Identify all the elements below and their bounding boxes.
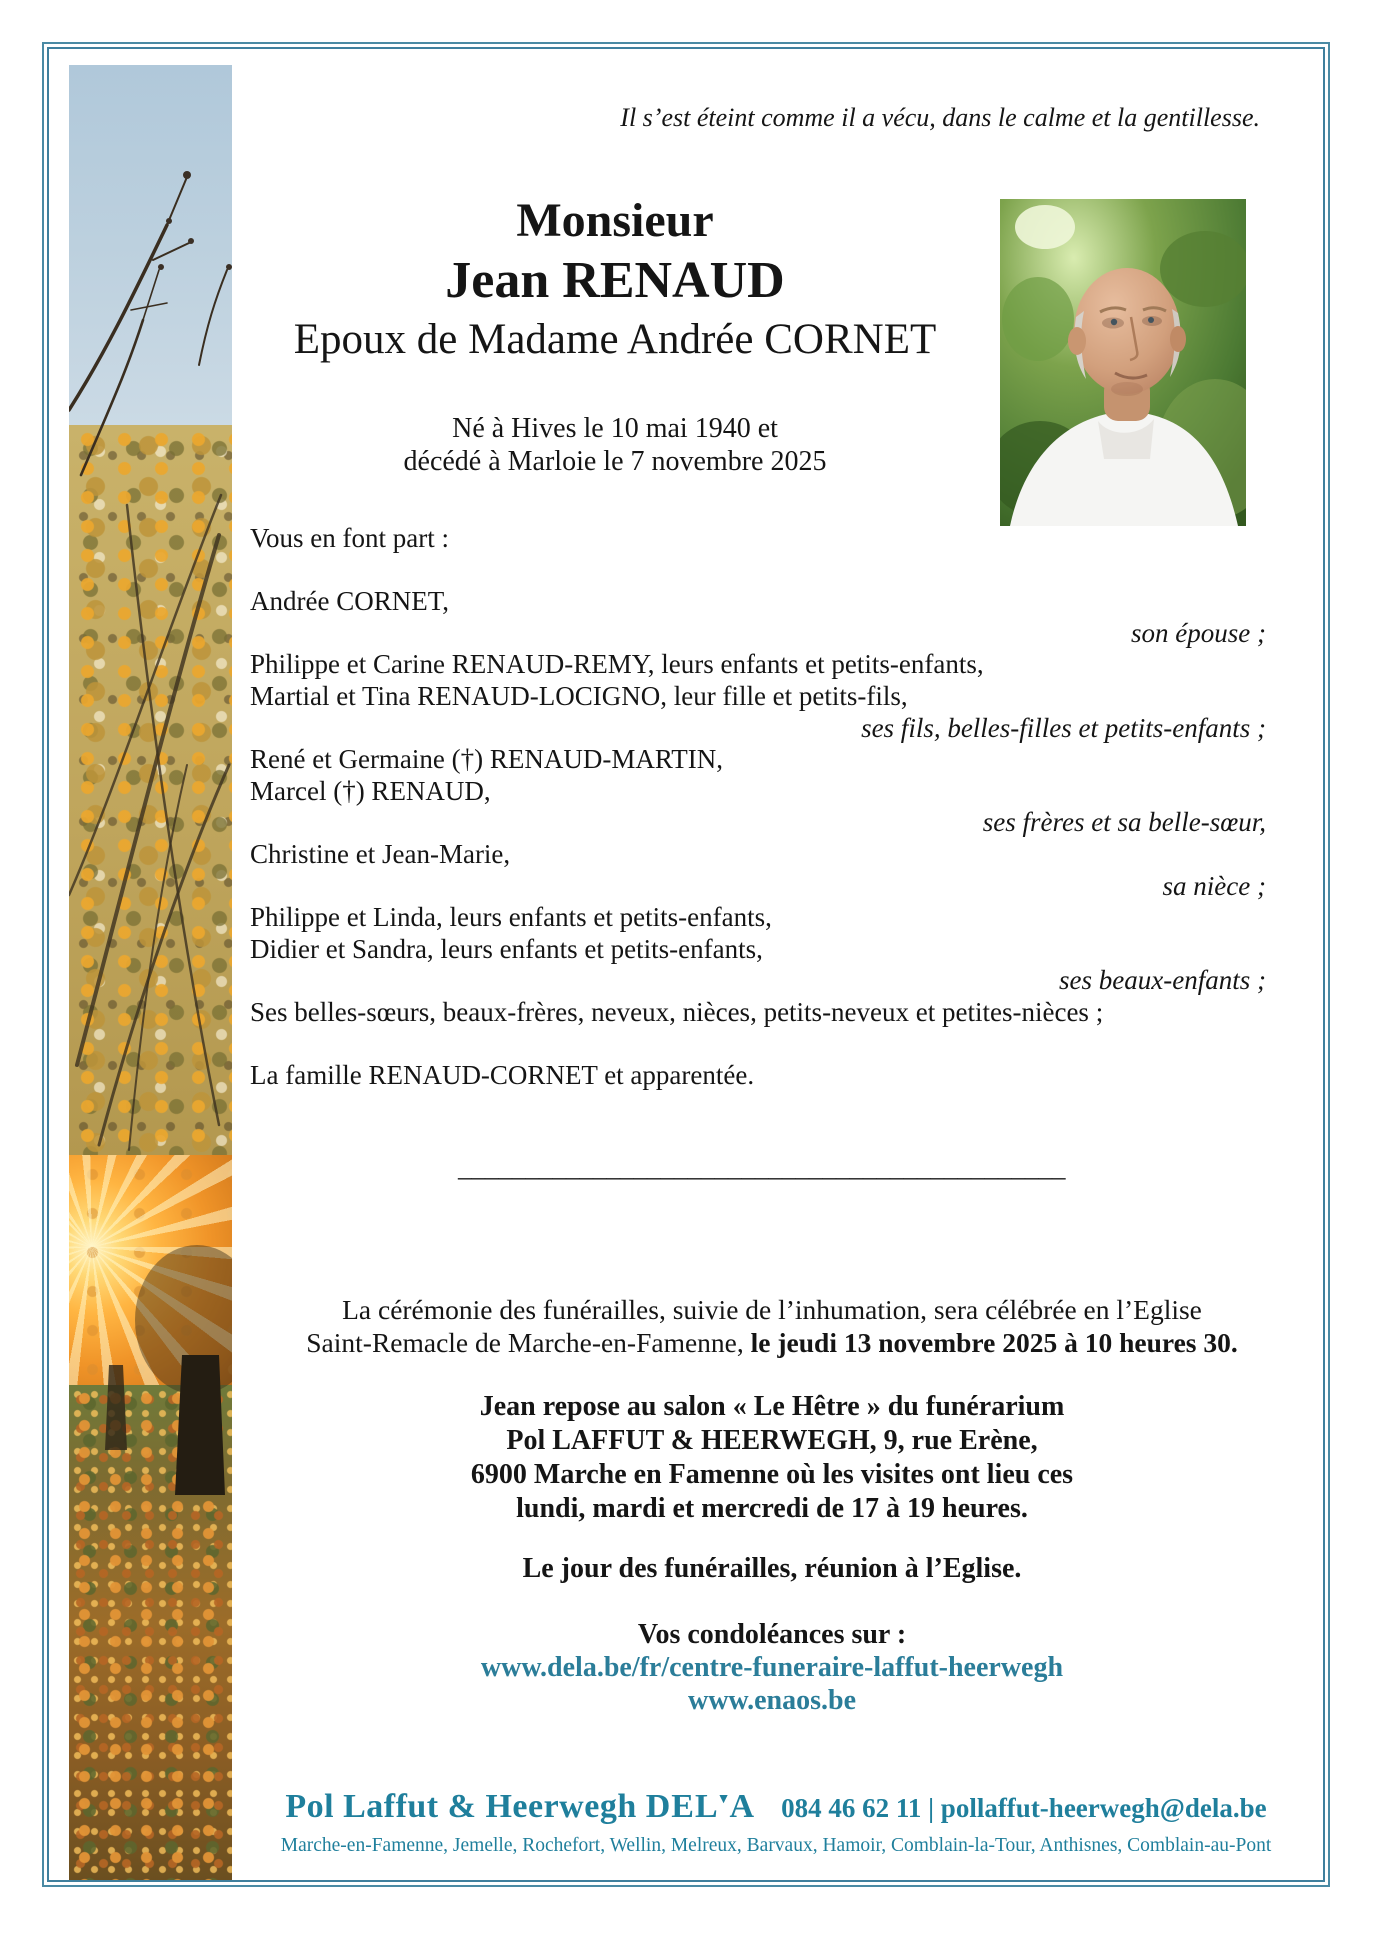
- repose-line: Jean repose au salon « Le Hêtre » du funérarium: [479, 1391, 1065, 1422]
- ceremony-block: [240, 1293, 1304, 1359]
- epitaph-quote: Il s’est éteint comme il a vécu, dans le calme et la gentillesse.: [620, 103, 1260, 132]
- family-line: ses frères et sa belle-sœur,: [982, 807, 1266, 838]
- footer: [232, 1788, 1320, 1857]
- enaos-link[interactable]: www.enaos.be: [687, 1685, 856, 1716]
- repose-block: [240, 1390, 1304, 1526]
- vital-dates: [232, 412, 998, 478]
- spouse-line: Epoux de Madame Andrée CORNET: [293, 316, 937, 363]
- dela-wedge-icon: ▼: [716, 1792, 732, 1807]
- family-line: [250, 1029, 1266, 1061]
- title-block: [232, 192, 998, 368]
- family-line: Philippe et Linda, leurs enfants et petits-enfants,: [250, 902, 772, 933]
- phone-number: 084 46 62 11: [781, 1793, 922, 1823]
- service-cities: Marche-en-Famenne, Jemelle, Rochefort, Wellin, Melreux, Barvaux, Hamoir, Comblain-la-Tour, Anthisnes, Comblain-au-Pont: [280, 1835, 1272, 1856]
- family-line: Philippe et Carine RENAUD-REMY, leurs enfants et petits-enfants,: [250, 649, 984, 680]
- family-line: Andrée CORNET,: [250, 586, 449, 617]
- birth-line: Né à Hives le 10 mai 1940 et: [452, 413, 778, 444]
- family-list: [250, 523, 1266, 1092]
- dela-logo: DEL▼A: [645, 1788, 756, 1825]
- ceremony-date: le jeudi 13 novembre 2025 à 10 heures 30.: [750, 1327, 1238, 1358]
- dela-condolences-link[interactable]: www.dela.be/fr/centre-funeraire-laffut-heerwegh: [480, 1652, 1064, 1683]
- family-line: sa nièce ;: [1162, 870, 1266, 901]
- contact-separator: |: [928, 1793, 935, 1823]
- title-monsieur: Monsieur: [516, 194, 714, 247]
- family-line: ses fils, belles-filles et petits-enfants ;: [861, 712, 1266, 743]
- death-line: décédé à Marloie le 7 novembre 2025: [403, 446, 827, 477]
- family-line: La famille RENAUD-CORNET et apparentée.: [250, 1060, 755, 1091]
- email-address[interactable]: pollaffut-heerwegh@dela.be: [940, 1793, 1267, 1823]
- portrait-photo: [1000, 199, 1246, 526]
- family-line: [250, 555, 1266, 587]
- repose-line: lundi, mardi et mercredi de 17 à 19 heures.: [516, 1493, 1028, 1524]
- condolences-label: Vos condoléances sur :: [637, 1619, 907, 1650]
- condolences-block: [240, 1618, 1304, 1717]
- family-line: Didier et Sandra, leurs enfants et petits-enfants,: [250, 933, 763, 964]
- repose-line: 6900 Marche en Famenne où les visites ont lieu ces: [470, 1459, 1074, 1490]
- footer-brand-line: [232, 1788, 1320, 1826]
- footer-contact: [781, 1793, 1267, 1824]
- family-line: Vous en font part :: [250, 523, 449, 553]
- family-line: Ses belles-sœurs, beaux-frères, neveux, nièces, petits-neveux et petites-nièces ;: [250, 996, 1104, 1027]
- separator-line: _____________________________________________: [458, 1152, 1066, 1182]
- repose-line: Pol LAFFUT & HEERWEGH, 9, rue Erène,: [506, 1425, 1038, 1456]
- reunion-line: Le jour des funérailles, réunion à l’Eglise.: [522, 1553, 1022, 1584]
- strip-branches: [69, 65, 232, 1880]
- family-line: ses beaux-enfants ;: [1059, 965, 1266, 996]
- autumn-photo-strip: [69, 65, 232, 1880]
- funeral-home-name: Pol Laffut & Heerwegh DEL▼A: [285, 1788, 756, 1825]
- family-line: René et Germaine (†) RENAUD-MARTIN,: [250, 744, 724, 775]
- ceremony-line1: La cérémonie des funérailles, suivie de l’inhumation, sera célébrée en l’Eglise: [342, 1294, 1202, 1325]
- family-line: Martial et Tina RENAUD-LOCIGNO, leur fille et petits-fils,: [250, 680, 908, 711]
- family-line: son épouse ;: [1131, 617, 1266, 648]
- family-line: Christine et Jean-Marie,: [250, 838, 511, 869]
- family-line: Marcel (†) RENAUD,: [250, 775, 491, 806]
- deceased-name: Jean RENAUD: [445, 252, 785, 309]
- ceremony-line2: Saint-Remacle de Marche-en-Famenne, le jeudi 13 novembre 2025 à 10 heures 30.: [306, 1327, 1238, 1358]
